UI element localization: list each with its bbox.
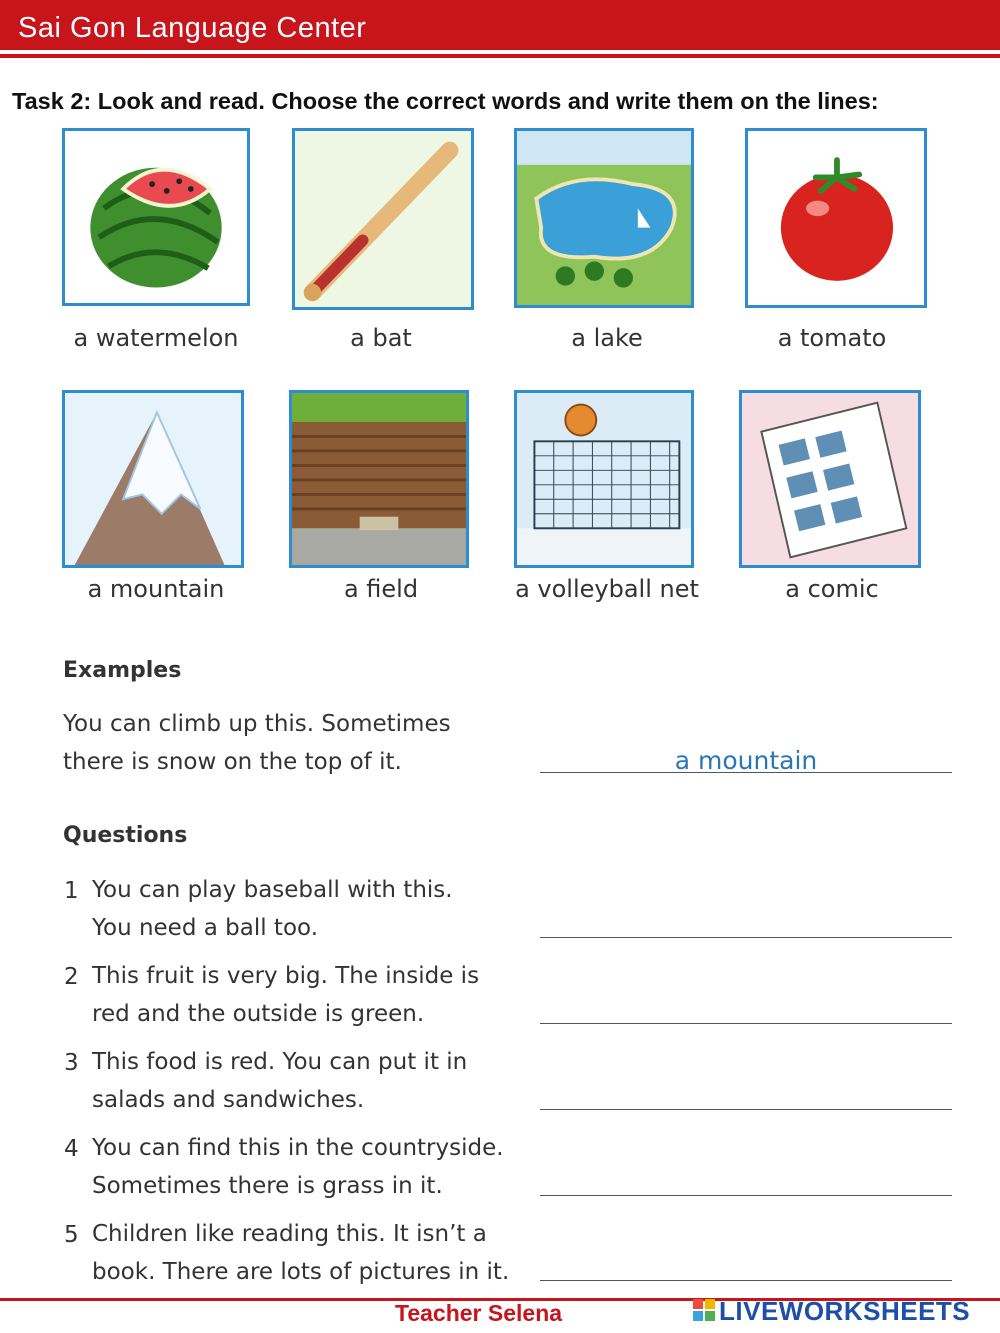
question-4-answer-line[interactable] [540,1195,952,1196]
school-name: Sai Gon Language Center [18,12,367,44]
question-2-line-1: This fruit is very big. The inside is [92,963,480,989]
example-answer: a mountain [674,746,818,775]
tomato-icon [748,131,924,305]
question-number: 3 [64,1050,79,1076]
header-divider [0,54,1000,58]
caption-tomato: a tomato [777,324,887,352]
question-2-answer-line[interactable] [540,1023,952,1024]
mountain-icon [65,393,241,565]
header-bar [0,0,1000,50]
question-2-line-2: red and the outside is green. [92,1001,425,1027]
field-picture [289,390,469,568]
bat-picture [292,128,474,310]
question-1-line-1: You can play baseball with this. [92,877,453,903]
question-1-line-2: You need a ball too. [92,915,319,941]
comic-icon [742,393,918,565]
baseball-bat-icon [295,131,471,307]
comic-picture [739,390,921,568]
volleyball-net-picture [514,390,694,568]
caption-comic: a comic [785,575,879,603]
task-instruction: Task 2: Look and read. Choose the correct words and write them on the lines: [12,88,879,114]
question-3-answer-line[interactable] [540,1109,952,1110]
questions-heading: Questions [63,823,188,848]
caption-volleyball-net: a volleyball net [515,575,699,603]
caption-watermelon: a watermelon [73,324,239,352]
examples-heading: Examples [63,658,182,683]
caption-bat: a bat [350,324,412,352]
caption-mountain: a mountain [87,575,225,603]
question-4-line-2: Sometimes there is grass in it. [92,1173,443,1199]
question-number: 4 [64,1136,79,1162]
question-3-line-2: salads and sandwiches. [92,1087,365,1113]
tomato-picture [745,128,927,308]
question-5-answer-line[interactable] [540,1280,952,1281]
watermelon-icon [65,131,247,303]
lake-picture [514,128,694,308]
volleyball-net-icon [517,393,691,565]
field-icon [292,393,466,565]
question-3-line-1: This food is red. You can put it in [92,1049,468,1075]
caption-field: a field [343,575,419,603]
example-line-1: You can climb up this. Sometimes [63,711,451,737]
question-5-line-1: Children like reading this. It isn’t a [92,1221,487,1247]
question-number: 1 [64,878,79,904]
mountain-picture [62,390,244,568]
question-number: 2 [64,964,79,990]
question-4-line-1: You can find this in the countryside. [92,1135,504,1161]
question-5-line-2: book. There are lots of pictures in it. [92,1259,510,1285]
example-line-2: there is snow on the top of it. [63,749,402,775]
question-1-answer-line[interactable] [540,937,952,938]
teacher-name: Teacher Selena [395,1300,563,1326]
liveworksheets-label: LIVEWORKSHEETS [719,1296,971,1326]
liveworksheets-logo-icon [693,1299,717,1323]
example-answer-line [540,772,952,773]
question-number: 5 [64,1222,79,1248]
lake-icon [517,131,691,305]
caption-lake: a lake [571,324,643,352]
watermelon-picture [62,128,250,306]
